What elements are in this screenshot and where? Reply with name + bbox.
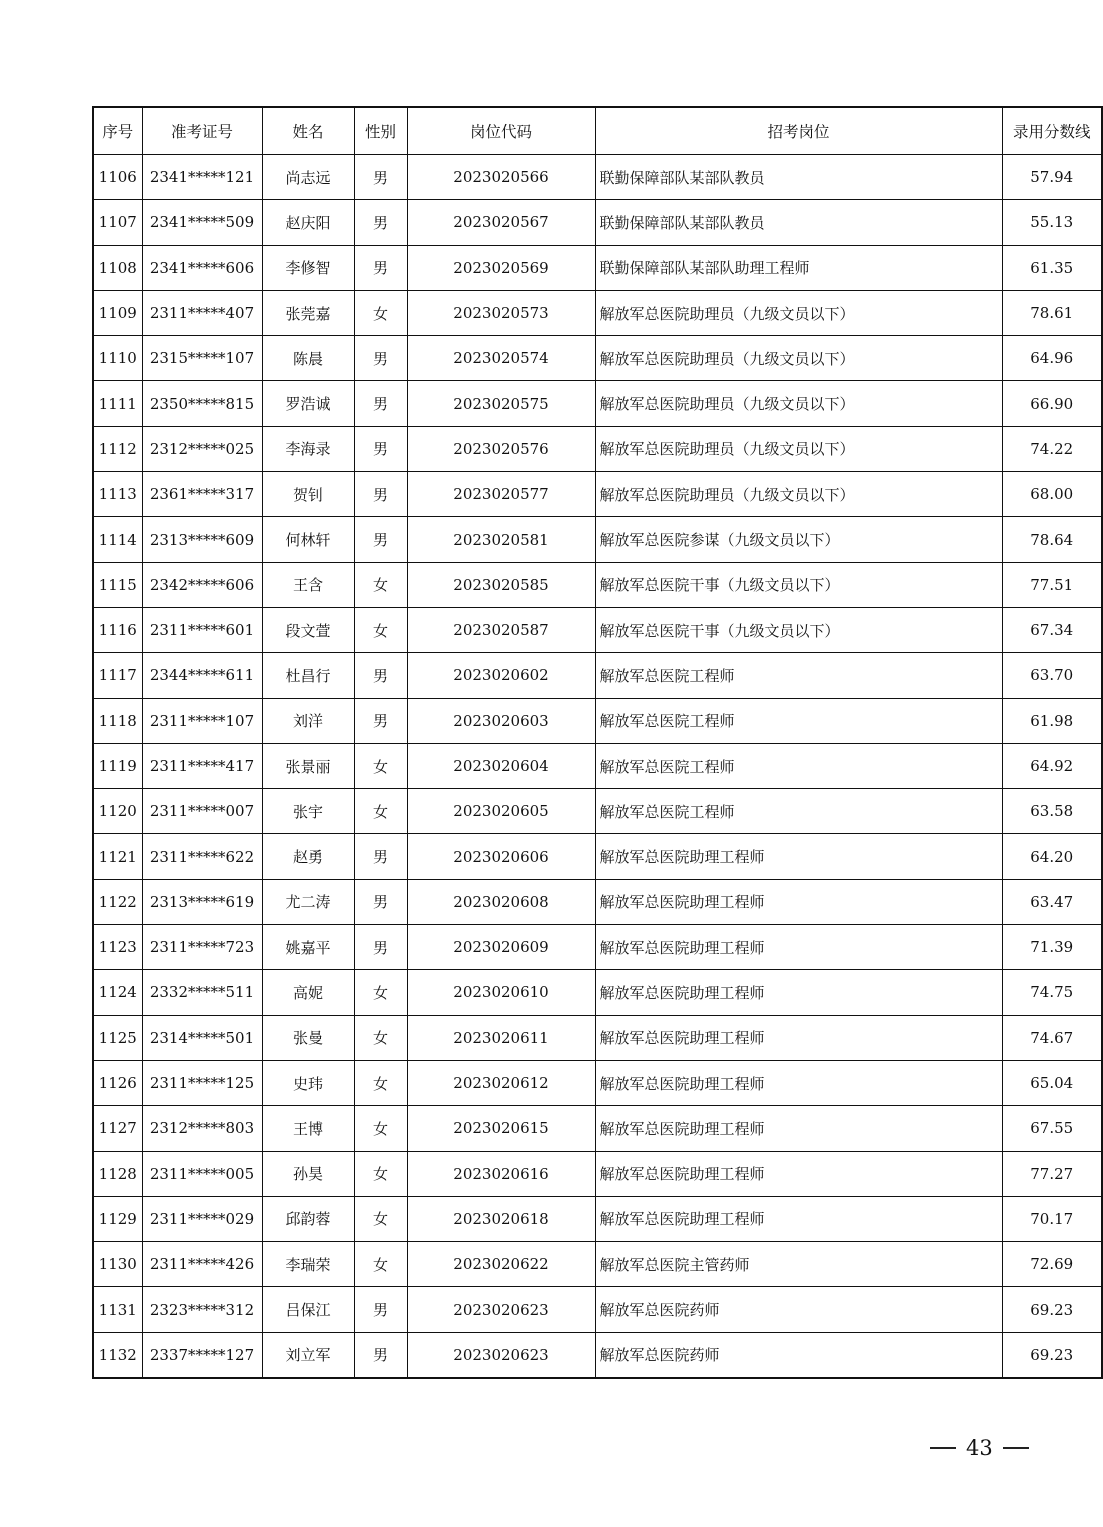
cell-score: 77.27 [1002,1151,1102,1196]
cell-name: 李修智 [262,245,354,290]
cell-position-code: 2023020576 [407,426,595,471]
cell-gender: 男 [354,426,407,471]
cell-position: 解放军总医院助理员（九级文员以下） [595,426,1002,471]
col-header-index: 序号 [93,107,142,155]
cell-score: 70.17 [1002,1196,1102,1241]
cell-ticket-number: 2311*****622 [142,834,262,879]
table-row [93,925,1102,970]
cell-gender: 女 [354,1060,407,1105]
cell-gender: 女 [354,1106,407,1151]
cell-score: 71.39 [1002,925,1102,970]
cell-name: 罗浩诚 [262,381,354,426]
cell-name: 李瑞荣 [262,1242,354,1287]
table-row [93,1106,1102,1151]
dash-right [1003,1447,1029,1449]
cell-index: 1112 [93,426,142,471]
cell-gender: 女 [354,789,407,834]
cell-score: 64.92 [1002,743,1102,788]
cell-index: 1126 [93,1060,142,1105]
cell-gender: 男 [354,1287,407,1332]
cell-name: 何林轩 [262,517,354,562]
cell-position: 解放军总医院药师 [595,1287,1002,1332]
cell-gender: 女 [354,562,407,607]
cell-index: 1123 [93,925,142,970]
cell-position: 联勤保障部队某部队教员 [595,155,1002,200]
cell-index: 1117 [93,653,142,698]
table-row [93,245,1102,290]
cell-name: 赵庆阳 [262,200,354,245]
cell-position: 联勤保障部队某部队助理工程师 [595,245,1002,290]
cell-ticket-number: 2332*****511 [142,970,262,1015]
cell-position-code: 2023020616 [407,1151,595,1196]
table-row [93,834,1102,879]
cell-position: 解放军总医院助理员（九级文员以下） [595,381,1002,426]
table-row [93,789,1102,834]
cell-index: 1122 [93,879,142,924]
cell-ticket-number: 2312*****025 [142,426,262,471]
cell-index: 1129 [93,1196,142,1241]
table-row [93,517,1102,562]
cell-index: 1109 [93,290,142,335]
cell-name: 王博 [262,1106,354,1151]
cell-position: 解放军总医院助理工程师 [595,925,1002,970]
cell-name: 张莞嘉 [262,290,354,335]
cell-gender: 男 [354,517,407,562]
cell-gender: 女 [354,1242,407,1287]
cell-position-code: 2023020569 [407,245,595,290]
cell-index: 1108 [93,245,142,290]
cell-gender: 男 [354,336,407,381]
cell-name: 尤二涛 [262,879,354,924]
cell-ticket-number: 2341*****606 [142,245,262,290]
cell-name: 张曼 [262,1015,354,1060]
cell-position: 解放军总医院药师 [595,1332,1002,1378]
cell-score: 72.69 [1002,1242,1102,1287]
cell-name: 邱韵蓉 [262,1196,354,1241]
cell-position: 解放军总医院助理员（九级文员以下） [595,290,1002,335]
table-row [93,653,1102,698]
cell-ticket-number: 2344*****611 [142,653,262,698]
table-row [93,426,1102,471]
cell-gender: 女 [354,290,407,335]
cell-gender: 女 [354,607,407,652]
col-header-position: 招考岗位 [595,107,1002,155]
cell-position: 解放军总医院助理工程师 [595,1060,1002,1105]
cell-position-code: 2023020623 [407,1287,595,1332]
cell-position-code: 2023020573 [407,290,595,335]
cell-gender: 男 [354,245,407,290]
cell-position-code: 2023020577 [407,472,595,517]
cell-score: 63.47 [1002,879,1102,924]
table-row [93,1015,1102,1060]
cell-name: 刘洋 [262,698,354,743]
cell-ticket-number: 2311*****407 [142,290,262,335]
cell-position-code: 2023020603 [407,698,595,743]
cell-score: 78.64 [1002,517,1102,562]
cell-gender: 女 [354,1151,407,1196]
cell-index: 1111 [93,381,142,426]
cell-name: 王含 [262,562,354,607]
cell-score: 64.96 [1002,336,1102,381]
cell-ticket-number: 2342*****606 [142,562,262,607]
table-row [93,743,1102,788]
cell-position: 解放军总医院助理员（九级文员以下） [595,336,1002,381]
cell-gender: 男 [354,1332,407,1378]
cell-position: 解放军总医院工程师 [595,789,1002,834]
cell-position: 解放军总医院助理工程师 [595,970,1002,1015]
col-header-position-code: 岗位代码 [407,107,595,155]
cell-name: 尚志远 [262,155,354,200]
cell-position-code: 2023020608 [407,879,595,924]
cell-name: 刘立军 [262,1332,354,1378]
cell-ticket-number: 2311*****417 [142,743,262,788]
cell-gender: 女 [354,970,407,1015]
cell-score: 64.20 [1002,834,1102,879]
table-row [93,200,1102,245]
cell-name: 吕保江 [262,1287,354,1332]
table-row [93,1151,1102,1196]
cell-position-code: 2023020611 [407,1015,595,1060]
cell-name: 段文萱 [262,607,354,652]
cell-index: 1127 [93,1106,142,1151]
cell-gender: 男 [354,472,407,517]
cell-name: 赵勇 [262,834,354,879]
cell-position-code: 2023020622 [407,1242,595,1287]
table-row [93,472,1102,517]
cell-position: 解放军总医院参谋（九级文员以下） [595,517,1002,562]
cell-ticket-number: 2311*****007 [142,789,262,834]
cell-index: 1110 [93,336,142,381]
cell-index: 1131 [93,1287,142,1332]
cell-position: 解放军总医院助理工程师 [595,879,1002,924]
cell-score: 77.51 [1002,562,1102,607]
cell-position: 解放军总医院助理工程师 [595,834,1002,879]
cell-index: 1128 [93,1151,142,1196]
cell-position-code: 2023020602 [407,653,595,698]
cell-score: 67.34 [1002,607,1102,652]
col-header-name: 姓名 [262,107,354,155]
cell-position: 解放军总医院助理工程师 [595,1196,1002,1241]
cell-ticket-number: 2315*****107 [142,336,262,381]
cell-index: 1132 [93,1332,142,1378]
cell-name: 陈晨 [262,336,354,381]
cell-gender: 女 [354,743,407,788]
cell-score: 63.70 [1002,653,1102,698]
cell-score: 65.04 [1002,1060,1102,1105]
page-footer [930,1436,1029,1460]
table-row [93,879,1102,924]
cell-score: 57.94 [1002,155,1102,200]
cell-position-code: 2023020623 [407,1332,595,1378]
cell-position-code: 2023020610 [407,970,595,1015]
table-row [93,1196,1102,1241]
cell-gender: 男 [354,925,407,970]
cell-ticket-number: 2337*****127 [142,1332,262,1378]
cell-score: 74.22 [1002,426,1102,471]
cell-score: 68.00 [1002,472,1102,517]
cell-name: 孙昊 [262,1151,354,1196]
cell-score: 67.55 [1002,1106,1102,1151]
cell-ticket-number: 2361*****317 [142,472,262,517]
cell-position-code: 2023020618 [407,1196,595,1241]
cell-index: 1114 [93,517,142,562]
cell-position: 解放军总医院助理工程师 [595,1106,1002,1151]
cell-score: 69.23 [1002,1287,1102,1332]
cell-index: 1116 [93,607,142,652]
cell-position-code: 2023020575 [407,381,595,426]
cell-ticket-number: 2311*****005 [142,1151,262,1196]
cell-ticket-number: 2311*****601 [142,607,262,652]
cell-position-code: 2023020612 [407,1060,595,1105]
cell-ticket-number: 2311*****723 [142,925,262,970]
cell-index: 1130 [93,1242,142,1287]
cell-score: 66.90 [1002,381,1102,426]
dash-left [930,1447,956,1449]
cell-score: 69.23 [1002,1332,1102,1378]
cell-score: 78.61 [1002,290,1102,335]
table-row [93,698,1102,743]
cell-score: 55.13 [1002,200,1102,245]
cell-ticket-number: 2341*****121 [142,155,262,200]
cell-position-code: 2023020587 [407,607,595,652]
cell-ticket-number: 2311*****125 [142,1060,262,1105]
cell-position-code: 2023020609 [407,925,595,970]
cell-name: 姚嘉平 [262,925,354,970]
cell-name: 高妮 [262,970,354,1015]
cell-name: 贺钊 [262,472,354,517]
cell-ticket-number: 2311*****029 [142,1196,262,1241]
page-number: 43 [966,1436,993,1460]
cell-name: 张宇 [262,789,354,834]
table-row [93,970,1102,1015]
cell-ticket-number: 2314*****501 [142,1015,262,1060]
cell-position-code: 2023020581 [407,517,595,562]
cell-ticket-number: 2311*****426 [142,1242,262,1287]
cell-position: 解放军总医院干事（九级文员以下） [595,607,1002,652]
cell-index: 1115 [93,562,142,607]
cell-position: 解放军总医院工程师 [595,743,1002,788]
col-header-ticket-number: 准考证号 [142,107,262,155]
cell-ticket-number: 2312*****803 [142,1106,262,1151]
results-table [92,106,1103,1379]
cell-index: 1124 [93,970,142,1015]
table-row [93,1287,1102,1332]
table-row [93,562,1102,607]
table-row [93,1242,1102,1287]
cell-index: 1120 [93,789,142,834]
cell-position-code: 2023020585 [407,562,595,607]
cell-name: 李海录 [262,426,354,471]
cell-position-code: 2023020615 [407,1106,595,1151]
cell-ticket-number: 2311*****107 [142,698,262,743]
table-header-row [93,107,1102,155]
table-row [93,1060,1102,1105]
cell-position: 解放军总医院主管药师 [595,1242,1002,1287]
cell-ticket-number: 2341*****509 [142,200,262,245]
cell-name: 张景丽 [262,743,354,788]
cell-position: 解放军总医院工程师 [595,698,1002,743]
col-header-score: 录用分数线 [1002,107,1102,155]
table-row [93,381,1102,426]
cell-gender: 男 [354,879,407,924]
cell-position: 解放军总医院干事（九级文员以下） [595,562,1002,607]
cell-score: 63.58 [1002,789,1102,834]
cell-position-code: 2023020567 [407,200,595,245]
cell-position-code: 2023020605 [407,789,595,834]
table-row [93,290,1102,335]
cell-position-code: 2023020604 [407,743,595,788]
cell-index: 1121 [93,834,142,879]
cell-position: 解放军总医院助理工程师 [595,1015,1002,1060]
col-header-gender: 性别 [354,107,407,155]
table-row [93,336,1102,381]
table-row [93,155,1102,200]
cell-position-code: 2023020574 [407,336,595,381]
cell-gender: 男 [354,155,407,200]
cell-score: 74.75 [1002,970,1102,1015]
cell-name: 杜昌行 [262,653,354,698]
cell-gender: 男 [354,653,407,698]
cell-index: 1118 [93,698,142,743]
table-body [93,155,1102,1379]
cell-name: 史玮 [262,1060,354,1105]
cell-index: 1113 [93,472,142,517]
cell-position: 联勤保障部队某部队教员 [595,200,1002,245]
cell-ticket-number: 2313*****619 [142,879,262,924]
cell-position-code: 2023020566 [407,155,595,200]
cell-gender: 女 [354,1015,407,1060]
cell-index: 1106 [93,155,142,200]
table-row [93,1332,1102,1378]
cell-position-code: 2023020606 [407,834,595,879]
cell-index: 1125 [93,1015,142,1060]
cell-ticket-number: 2350*****815 [142,381,262,426]
cell-gender: 女 [354,1196,407,1241]
cell-gender: 男 [354,698,407,743]
cell-index: 1119 [93,743,142,788]
cell-position: 解放军总医院助理员（九级文员以下） [595,472,1002,517]
cell-gender: 男 [354,381,407,426]
cell-ticket-number: 2313*****609 [142,517,262,562]
cell-position: 解放军总医院工程师 [595,653,1002,698]
cell-index: 1107 [93,200,142,245]
cell-gender: 男 [354,834,407,879]
cell-score: 74.67 [1002,1015,1102,1060]
cell-score: 61.98 [1002,698,1102,743]
cell-ticket-number: 2323*****312 [142,1287,262,1332]
cell-score: 61.35 [1002,245,1102,290]
cell-position: 解放军总医院助理工程师 [595,1151,1002,1196]
cell-gender: 男 [354,200,407,245]
table-row [93,607,1102,652]
